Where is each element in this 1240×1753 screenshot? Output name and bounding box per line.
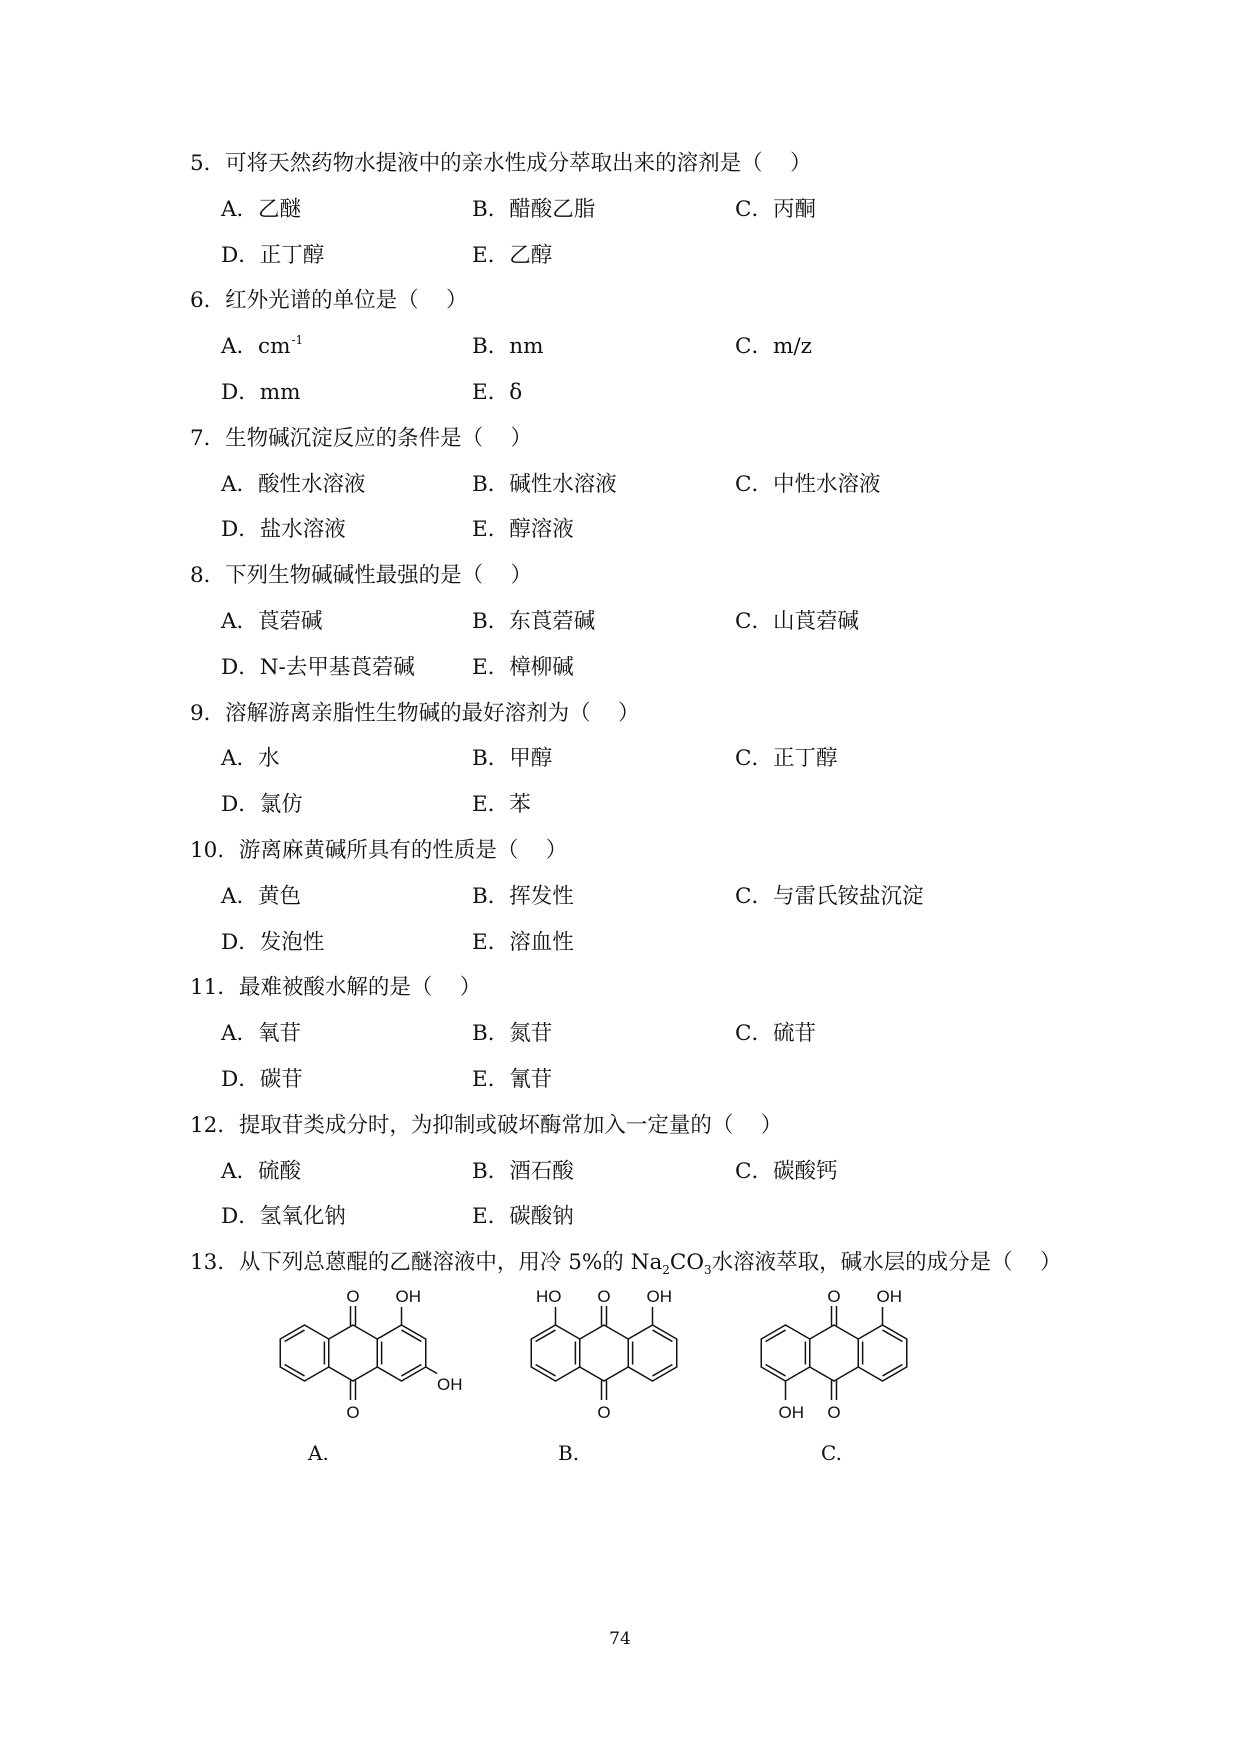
option-a: A．氧苷 — [221, 1021, 302, 1047]
question-stem: 10．游离麻黄碱所具有的性质是（ ） — [190, 837, 568, 863]
question-stem: 5．可将天然药物水提液中的亲水性成分萃取出来的溶剂是（ ） — [190, 151, 812, 176]
options-row — [190, 874, 1190, 920]
option-b: B．碱性水溶液 — [472, 471, 617, 497]
question-stem: 6．红外光谱的单位是（ ） — [190, 288, 468, 314]
question-12 — [190, 1103, 1190, 1240]
structure-label-b: B. — [558, 1441, 580, 1465]
ring-skeleton — [761, 1325, 907, 1381]
option-c: C．硫苷 — [735, 1021, 816, 1047]
question-stem: 9．溶解游离亲脂性生物碱的最好溶剂为（ ） — [190, 700, 640, 726]
option-b: B．氮苷 — [472, 1021, 553, 1047]
options-row — [190, 782, 1190, 828]
option-a: A．硫酸 — [221, 1158, 302, 1184]
option-b: B．东莨菪碱 — [472, 608, 596, 634]
hydroxyl-label: OH — [778, 1403, 804, 1422]
carbonyl-bonds — [832, 1306, 837, 1400]
option-d: D．盐水溶液 — [221, 517, 346, 543]
stem-text: 水溶液萃取，碱水层的成分是（ ） — [711, 1250, 1062, 1276]
option-d: D．N-去甲基莨菪碱 — [221, 654, 415, 680]
hydroxyl-label: OH — [646, 1287, 672, 1306]
question-7 — [190, 416, 1190, 553]
structure-label-a: A. — [308, 1441, 329, 1465]
option-a: A．黄色 — [221, 883, 302, 909]
structure-a — [233, 1278, 483, 1428]
oxygen-label-bottom: O — [827, 1403, 841, 1422]
subscript: 2 — [662, 1263, 670, 1278]
question-11 — [190, 965, 1190, 1102]
option-d: D．mm — [221, 379, 301, 405]
option-e: E．氰苷 — [472, 1066, 553, 1092]
option-a: A．莨菪碱 — [221, 608, 323, 634]
hydroxyl-label: OH — [876, 1287, 902, 1306]
options-row — [190, 599, 1190, 645]
options-row — [190, 1149, 1190, 1195]
ring-skeleton — [531, 1325, 677, 1381]
option-c: C．碳酸钙 — [735, 1158, 838, 1184]
option-b: B．甲醇 — [472, 746, 553, 772]
stem-text: CO — [669, 1250, 704, 1276]
option-e: E．乙醇 — [472, 242, 553, 268]
options-row — [190, 507, 1190, 553]
subscript: 3 — [704, 1263, 712, 1278]
option-c: C．中性水溶液 — [735, 471, 881, 497]
oxygen-label-bottom: O — [597, 1403, 611, 1422]
option-e: E．苯 — [472, 792, 531, 818]
option-e: E．溶血性 — [472, 929, 574, 955]
option-e: E．醇溶液 — [472, 517, 574, 543]
options-row — [190, 736, 1190, 782]
question-9 — [190, 691, 1190, 828]
options-row — [190, 233, 1190, 279]
question-10 — [190, 828, 1190, 965]
options-row — [190, 920, 1190, 966]
option-d: D．氢氧化钠 — [221, 1204, 346, 1230]
options-row — [190, 324, 1190, 370]
option-e: E．碳酸钠 — [472, 1204, 574, 1230]
option-c: C．山莨菪碱 — [735, 608, 859, 634]
option-c: C．m/z — [735, 334, 812, 360]
options-row — [190, 1194, 1190, 1240]
option-c: C．正丁醇 — [735, 746, 838, 772]
option-d: D．氯仿 — [221, 792, 303, 818]
option-c: C．丙酮 — [735, 196, 816, 222]
hydroxyl-label: OH — [395, 1287, 421, 1306]
option-b: B．酒石酸 — [472, 1158, 574, 1184]
option-b: B．挥发性 — [472, 883, 574, 909]
substituent-bonds — [786, 1307, 883, 1400]
oxygen-label-bottom: O — [346, 1403, 360, 1422]
structure-label-c: C. — [821, 1441, 842, 1465]
options-row — [190, 1057, 1190, 1103]
option-a: A．水 — [221, 746, 280, 772]
option-d: D．碳苷 — [221, 1066, 303, 1092]
option-e: E．樟柳碱 — [472, 654, 574, 680]
question-stem: 12．提取苷类成分时，为抑制或破坏酶常加入一定量的（ ） — [190, 1112, 783, 1138]
structure-c — [714, 1278, 964, 1428]
options-row — [190, 370, 1190, 416]
options-row — [190, 462, 1190, 508]
carbonyl-bonds — [351, 1306, 356, 1400]
page-number: 74 — [609, 1629, 631, 1649]
structure-b — [484, 1278, 734, 1428]
option-a-superscript: -1 — [291, 333, 304, 348]
question-stem: 8．下列生物碱碱性最强的是（ ） — [190, 563, 533, 589]
oxygen-label-top: O — [346, 1287, 360, 1306]
question-stem: 11．最难被酸水解的是（ ） — [190, 975, 482, 1001]
hydroxyl-label: HO — [536, 1287, 562, 1306]
stem-text: 13．从下列总蒽醌的乙醚溶液中，用冷 5%的 Na — [190, 1250, 663, 1276]
substituent-bonds — [556, 1307, 653, 1325]
option-a: A．乙醚 — [221, 196, 302, 222]
ring-skeleton — [280, 1325, 426, 1381]
option-a: A．酸性水溶液 — [221, 471, 366, 497]
option-b: B．nm — [472, 334, 544, 360]
option-e: E．δ — [472, 379, 523, 405]
question-6 — [190, 278, 1190, 415]
oxygen-label-top: O — [827, 1287, 841, 1306]
question-list — [190, 141, 1190, 1286]
question-8 — [190, 553, 1190, 690]
option-d: D．正丁醇 — [221, 242, 325, 268]
question-5 — [190, 141, 1190, 278]
options-row — [190, 1011, 1190, 1057]
oxygen-label-top: O — [597, 1287, 611, 1306]
options-row — [190, 645, 1190, 691]
question-stem: 7．生物碱沉淀反应的条件是（ ） — [190, 425, 533, 451]
option-a-text: A．cm — [221, 334, 291, 360]
option-d: D．发泡性 — [221, 929, 325, 955]
carbonyl-bonds — [602, 1306, 607, 1400]
option-b: B．醋酸乙脂 — [472, 196, 596, 222]
option-c: C．与雷氏铵盐沉淀 — [735, 883, 924, 909]
options-row — [190, 187, 1190, 233]
hydroxyl-label: OH — [437, 1375, 463, 1394]
option-a — [221, 324, 472, 370]
